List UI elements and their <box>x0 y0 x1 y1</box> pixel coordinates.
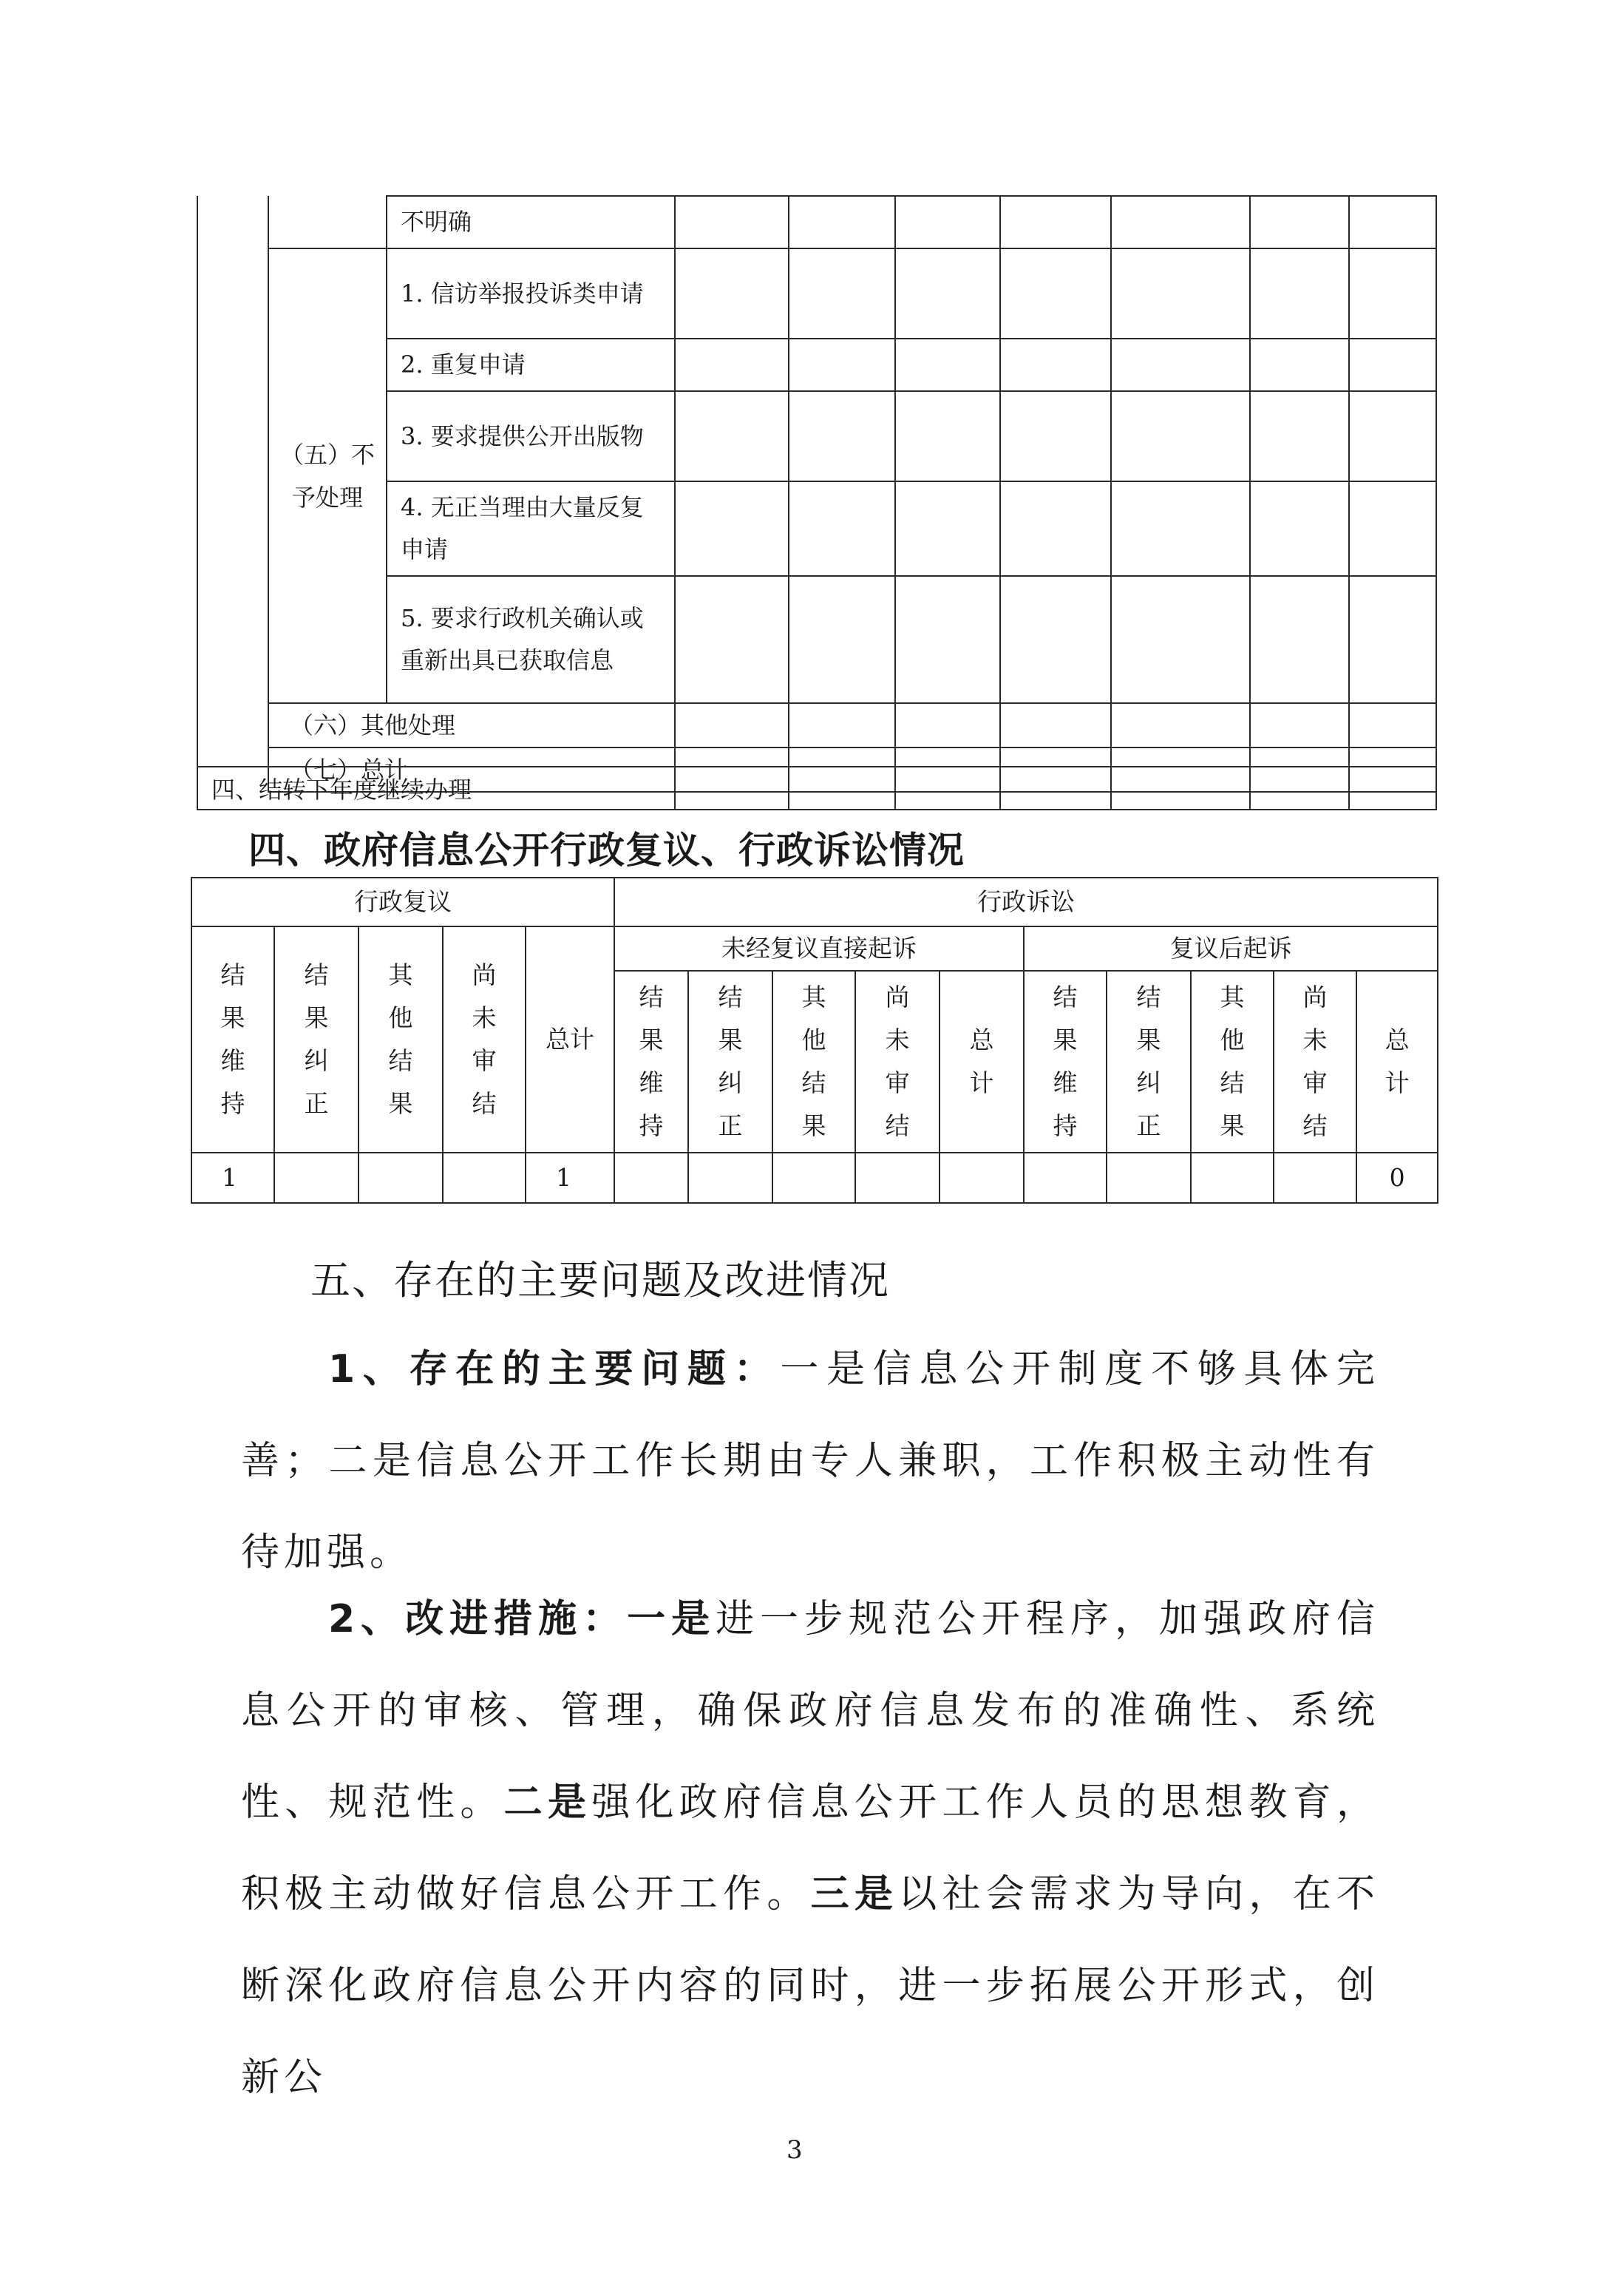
row-label: 5. 要求行政机关确认或重新出具已获取信息 <box>387 576 675 703</box>
val-direct-total <box>940 1153 1024 1203</box>
header-direct-suit: 未经复议直接起诉 <box>614 926 1024 971</box>
row-label: 1. 信访举报投诉类申请 <box>387 248 675 339</box>
header-admin-review: 行政复议 <box>191 878 614 926</box>
row-label: 2. 重复申请 <box>387 339 675 391</box>
col-after-other: 其 他 结 果 <box>1191 971 1274 1153</box>
table-row <box>197 196 1436 248</box>
paragraph-improvements <box>241 1573 1379 2123</box>
paragraph-label: 1、存在的主要问题： <box>328 1347 781 1391</box>
table-row <box>191 926 1438 971</box>
val-review-upheld: 1 <box>191 1153 274 1203</box>
row-label: 4. 无正当理由大量反复申请 <box>387 481 675 576</box>
val-after-corrected <box>1107 1153 1191 1203</box>
col-review-total: 总计 <box>526 926 614 1153</box>
application-handling-table <box>197 195 1437 793</box>
item-text: 进一步规范公开程序，加强政府信息公开的审核、管理，确保政府信息发布的准确性、系统性、规范性。 <box>241 1597 1379 1825</box>
table-row <box>197 767 1436 810</box>
col-after-corrected: 结 果 纠 正 <box>1107 971 1191 1153</box>
paragraph-text: 一是信息公开制度不够具体完善；二是信息公开工作长期由专人兼职，工作积极主动性有待加强。 <box>241 1347 1379 1575</box>
item-text: 强化政府信息公开工作人员的思想教育，积极主动做好信息公开工作。 <box>241 1780 1379 1916</box>
item-label: 三是 <box>810 1872 899 1916</box>
review-litigation-table <box>191 877 1438 1204</box>
row-label-other-processing: （六）其他处理 <box>268 703 675 748</box>
val-review-corrected <box>274 1153 359 1203</box>
table-row <box>197 703 1436 748</box>
val-review-other <box>359 1153 443 1203</box>
val-after-pending <box>1274 1153 1356 1203</box>
col-after-pending: 尚 未 审 结 <box>1274 971 1356 1153</box>
outer-blank-cell <box>197 196 268 792</box>
val-direct-upheld <box>614 1153 688 1203</box>
col-review-pending: 尚 未 审 结 <box>443 926 526 1153</box>
group-label-no-processing: （五）不予处理 <box>268 248 387 703</box>
table-row <box>191 878 1438 926</box>
item-label: 一是 <box>627 1597 716 1641</box>
val-review-pending <box>443 1153 526 1203</box>
table-row <box>197 248 1436 339</box>
col-direct-total: 总 计 <box>940 971 1024 1153</box>
table-row <box>191 1153 1438 1203</box>
val-direct-other <box>772 1153 855 1203</box>
paragraph-main-problems <box>241 1323 1379 1599</box>
section-4-title: 四、政府信息公开行政复议、行政诉讼情况 <box>248 829 965 872</box>
col-review-upheld: 结 果 维 持 <box>191 926 274 1153</box>
blank-cell <box>268 196 387 248</box>
col-direct-pending: 尚 未 审 结 <box>855 971 940 1153</box>
val-after-other <box>1191 1153 1274 1203</box>
item-label: 二是 <box>503 1780 592 1825</box>
item-text: 以社会需求为导向，在不断深化政府信息公开内容的同时，进一步拓展公开形式，创新公 <box>241 1872 1379 2100</box>
carry-over-table <box>197 766 1437 810</box>
row-label-total: （七）总计 <box>268 748 675 792</box>
header-suit-after-review: 复议后起诉 <box>1024 926 1438 971</box>
page-number: 3 <box>786 2135 803 2165</box>
val-after-upheld <box>1024 1153 1107 1203</box>
row-label: 3. 要求提供公开出版物 <box>387 391 675 481</box>
header-admin-litigation: 行政诉讼 <box>614 878 1438 926</box>
col-review-other: 其 他 结 果 <box>359 926 443 1153</box>
paragraph-label: 2、改进措施： <box>328 1597 628 1641</box>
section-5-title: 五、存在的主要问题及改进情况 <box>310 1257 890 1304</box>
row-label-unclear: 不明确 <box>387 196 675 248</box>
val-review-total: 1 <box>526 1153 614 1203</box>
col-direct-other: 其 他 结 果 <box>772 971 855 1153</box>
col-after-upheld: 结 果 维 持 <box>1024 971 1107 1153</box>
val-direct-pending <box>855 1153 940 1203</box>
col-after-total: 总 计 <box>1356 971 1438 1153</box>
val-after-total: 0 <box>1356 1153 1438 1203</box>
row-label-carry-over: 四、结转下年度继续办理 <box>197 767 675 810</box>
col-direct-corrected: 结 果 纠 正 <box>688 971 772 1153</box>
val-direct-corrected <box>688 1153 772 1203</box>
col-direct-upheld: 结 果 维 持 <box>614 971 688 1153</box>
col-review-corrected: 结 果 纠 正 <box>274 926 359 1153</box>
